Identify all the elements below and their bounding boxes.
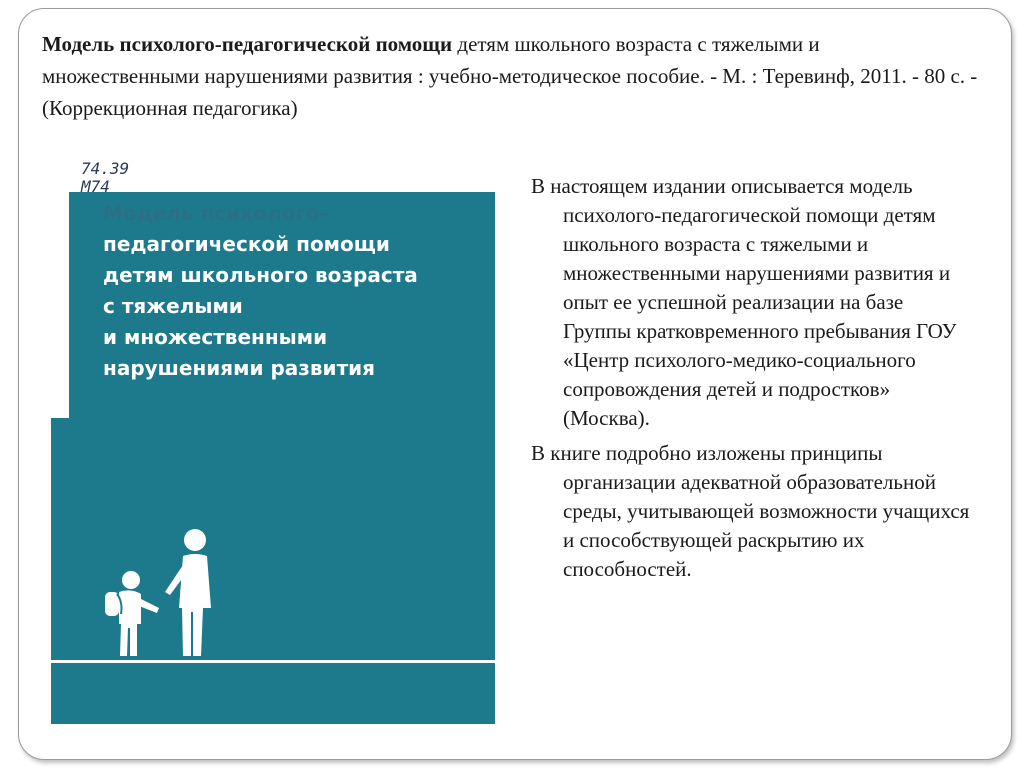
cover-title-line: нарушениями развития bbox=[103, 356, 376, 380]
cover-title-line: с тяжелыми bbox=[103, 294, 243, 318]
description-paragraph: В книге подробно изложены принципы организации адекватной образовательной среды, учитывающей возможности учащихся и способствующей раскрытию их способностей. bbox=[531, 441, 970, 581]
adult-and-child-icon bbox=[95, 528, 255, 658]
book-cover-image bbox=[51, 158, 495, 724]
cover-title-line: и множественными bbox=[103, 325, 328, 349]
description-paragraph: В настоящем издании описывается модель психолого-педагогической помощи детям школьного возраста с тяжелыми и множественными нарушениями развития и опыт ее успешной реализации на базе Группы кратковременного пребывания ГОУ «Центр психолого-медико-социального сопровождения детей и подростков» (Москва). bbox=[531, 174, 957, 430]
book-description bbox=[531, 172, 971, 590]
bibliographic-details: детям школьного возраста с тяжелыми и множественными нарушениями развития : учебно-методическое пособие. - М. : Теревинф, 2011. - 80 с. - (Коррекционная педагогика) bbox=[42, 32, 978, 120]
cover-title-line: Модель психолого– bbox=[103, 201, 330, 225]
backpack-icon bbox=[105, 592, 119, 616]
adult-head-icon bbox=[184, 529, 206, 551]
cover-left-margin bbox=[51, 158, 69, 418]
bibliographic-reference bbox=[42, 28, 982, 124]
cover-title-line: детям школьного возраста bbox=[103, 263, 418, 287]
library-classification-code bbox=[81, 160, 129, 196]
cover-ground-line bbox=[51, 660, 495, 663]
cover-title bbox=[103, 198, 483, 384]
book-title: Модель психолого-педагогической помощи bbox=[42, 32, 453, 56]
child-head-icon bbox=[122, 571, 140, 589]
cover-title-line: педагогической помощи bbox=[103, 232, 390, 256]
classification-code-line: 74.39 bbox=[81, 159, 130, 178]
author-mark-line: М74 bbox=[81, 177, 110, 196]
